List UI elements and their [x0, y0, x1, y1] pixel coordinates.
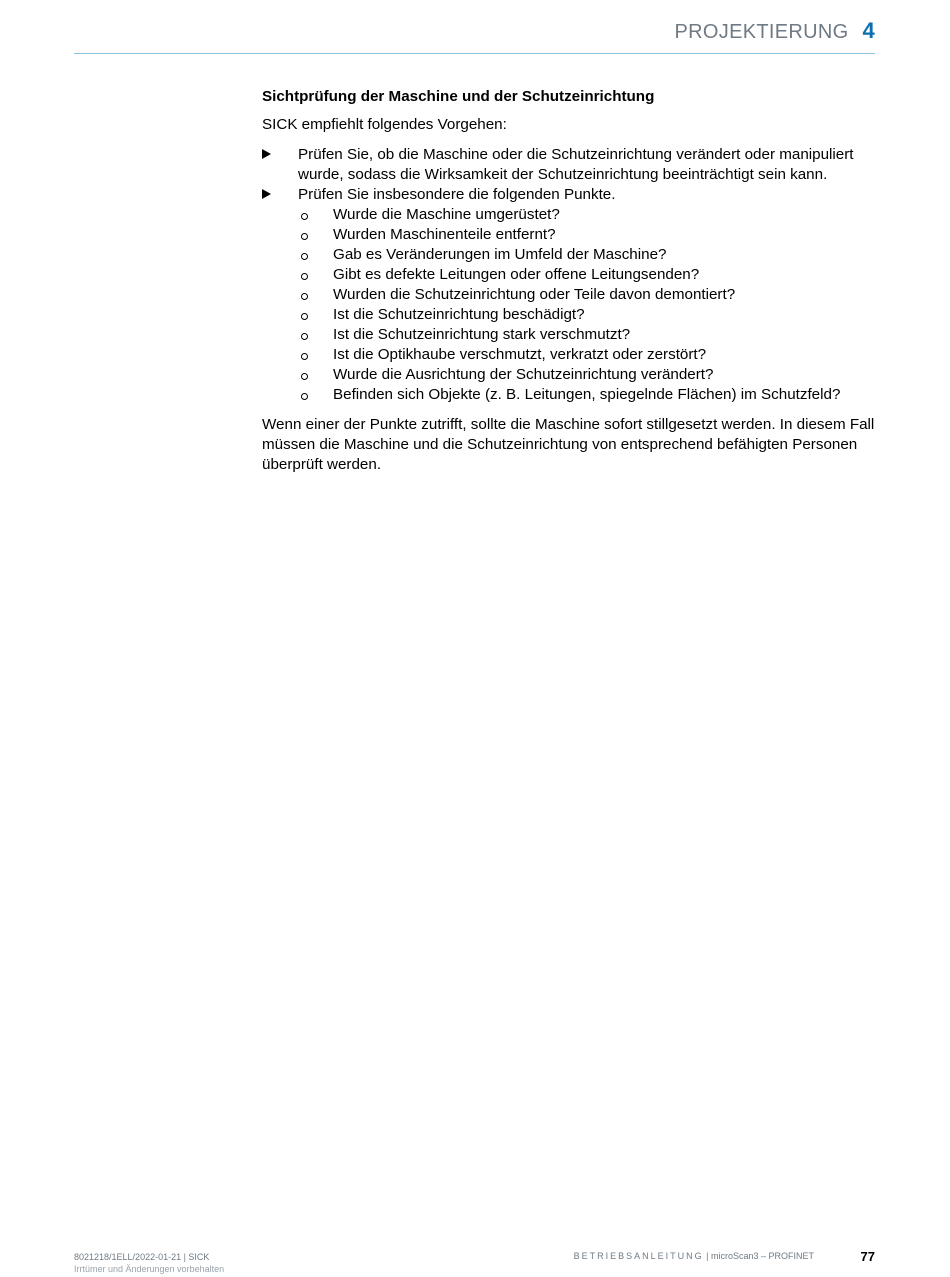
- instruction-list: [262, 145, 877, 405]
- circle-bullet-icon: [301, 233, 308, 240]
- checklist-item: [298, 385, 877, 405]
- checklist-item: [298, 205, 877, 225]
- checklist-item: [298, 305, 877, 325]
- conclusion-text: Wenn einer der Punkte zutrifft, sollte die Maschine sofort stillgesetzt werden. In diesem Fall müssen die Maschine und die Schutzeinrichtung von entsprechend befähigten Personen überprüft werden.: [262, 416, 875, 473]
- circle-bullet-icon: [301, 293, 308, 300]
- disclaimer: Irrtümer und Änderungen vorbehalten: [74, 1264, 225, 1274]
- checklist: [298, 205, 877, 405]
- checklist-item: [298, 365, 877, 385]
- checklist-item-text: Ist die Schutzeinrichtung stark verschmutzt?: [333, 326, 631, 343]
- checklist-item: [298, 285, 877, 305]
- checklist-item: [298, 345, 877, 365]
- checklist-item-text: Wurden Maschinenteile entfernt?: [333, 226, 556, 243]
- checklist-item: [298, 265, 877, 285]
- circle-bullet-icon: [301, 313, 308, 320]
- chapter-title: PROJEKTIERUNG: [674, 21, 849, 43]
- product-name: | microScan3 – PROFINET: [703, 1251, 814, 1261]
- circle-bullet-icon: [301, 353, 308, 360]
- intro-text: SICK empfiehlt folgendes Vorgehen:: [262, 116, 507, 133]
- footer-doc-info: [74, 1251, 224, 1275]
- instruction-step: [262, 185, 877, 405]
- checklist-item-text: Wurden die Schutzeinrichtung oder Teile davon demontiert?: [333, 286, 736, 303]
- circle-bullet-icon: [301, 333, 308, 340]
- circle-bullet-icon: [301, 253, 308, 260]
- triangle-bullet-icon: [262, 189, 271, 199]
- checklist-item-text: Gab es Veränderungen im Umfeld der Maschine?: [333, 246, 667, 263]
- checklist-item-text: Ist die Optikhaube verschmutzt, verkratzt oder zerstört?: [333, 346, 707, 363]
- circle-bullet-icon: [301, 373, 308, 380]
- checklist-item: [298, 325, 877, 345]
- page-number: 77: [860, 1249, 875, 1264]
- checklist-item-text: Gibt es defekte Leitungen oder offene Leitungsenden?: [333, 266, 700, 283]
- footer-product-info: [574, 1251, 814, 1261]
- checklist-item-text: Wurde die Maschine umgerüstet?: [333, 206, 560, 223]
- checklist-item: [298, 245, 877, 265]
- checklist-item-text: Wurde die Ausrichtung der Schutzeinrichtung verändert?: [333, 366, 714, 383]
- circle-bullet-icon: [301, 213, 308, 220]
- chapter-header: [675, 18, 875, 44]
- document-id: 8021218/1ELL/2022-01-21 | SICK: [74, 1252, 210, 1262]
- instruction-text: Prüfen Sie, ob die Maschine oder die Schutzeinrichtung verändert oder manipuliert wurde, sodass die Wirksamkeit der Schutzeinrichtung beeinträchtigt sein kann.: [298, 146, 854, 183]
- chapter-number: 4: [862, 18, 875, 43]
- section-heading: Sichtprüfung der Maschine und der Schutzeinrichtung: [262, 88, 655, 105]
- checklist-item-text: Befinden sich Objekte (z. B. Leitungen, spiegelnde Flächen) im Schutzfeld?: [333, 386, 841, 403]
- triangle-bullet-icon: [262, 149, 271, 159]
- circle-bullet-icon: [301, 393, 308, 400]
- checklist-item: [298, 225, 877, 245]
- instruction-step: [262, 145, 877, 185]
- document-kind: BETRIEBSANLEITUNG: [573, 1251, 704, 1261]
- main-content: [262, 87, 877, 475]
- header-divider: [74, 53, 875, 54]
- checklist-item-text: Ist die Schutzeinrichtung beschädigt?: [333, 306, 585, 323]
- circle-bullet-icon: [301, 273, 308, 280]
- instruction-text: Prüfen Sie insbesondere die folgenden Punkte.: [298, 186, 616, 203]
